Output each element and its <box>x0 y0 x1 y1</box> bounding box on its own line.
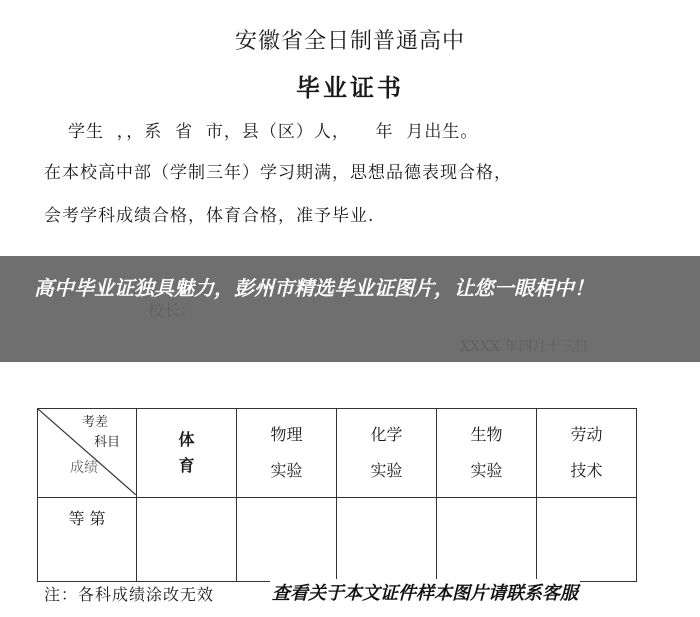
table-cell <box>337 498 437 582</box>
column-header-line: 技术 <box>570 461 603 480</box>
column-header-line: 化学 <box>370 425 403 444</box>
row-label-grade: 等 第 <box>38 498 137 582</box>
column-header-line: 育 <box>178 456 195 475</box>
column-header-pe <box>137 409 237 498</box>
table-cell <box>537 498 637 582</box>
diagonal-header-cell <box>38 409 137 498</box>
column-header-chemistry <box>337 409 437 498</box>
certificate-title: 安徽省全日制普通高中 <box>234 29 465 54</box>
column-header-line: 实验 <box>370 461 403 480</box>
certificate-line-2: 在本校高中部（学制三年）学习期满，思想品德表现合格， <box>44 163 512 183</box>
column-header-line: 实验 <box>470 461 503 480</box>
column-header-biology <box>437 409 537 498</box>
column-header-physics <box>237 409 337 498</box>
certificate-subtitle: 毕业证书 <box>296 73 404 102</box>
column-header-labor-tech <box>537 409 637 498</box>
diag-header-bottom: 成绩 <box>70 460 98 476</box>
certificate-line-3: 会考学科成绩合格，体育合格，准予毕业. <box>44 206 375 226</box>
table-cell <box>137 498 237 582</box>
table-cell <box>237 498 337 582</box>
diag-header-top: 考差 <box>82 415 109 430</box>
table-row <box>38 498 637 582</box>
footnote: 注：各科成绩涂改无效 <box>44 585 215 604</box>
table-header-row <box>38 409 637 498</box>
promo-banner-text: 高中毕业证独具魅力，彭州市精选毕业证图片，让您一眼相中！ <box>34 276 594 300</box>
column-header-line: 劳动 <box>570 425 603 444</box>
contact-watermark: 查看关于本文证件样本图片请联系客服 <box>270 579 580 605</box>
column-header-line: 物理 <box>270 425 303 444</box>
column-header-line: 体 <box>178 430 195 449</box>
column-header-line: 生物 <box>470 425 503 444</box>
diag-header-mid: 科目 <box>94 435 121 450</box>
grades-table <box>37 408 637 582</box>
table-cell <box>437 498 537 582</box>
column-header-line: 实验 <box>270 461 303 480</box>
certificate-line-1: 学生 ，，系 省 市，县（区）人， 年 月出生。 <box>68 122 479 142</box>
